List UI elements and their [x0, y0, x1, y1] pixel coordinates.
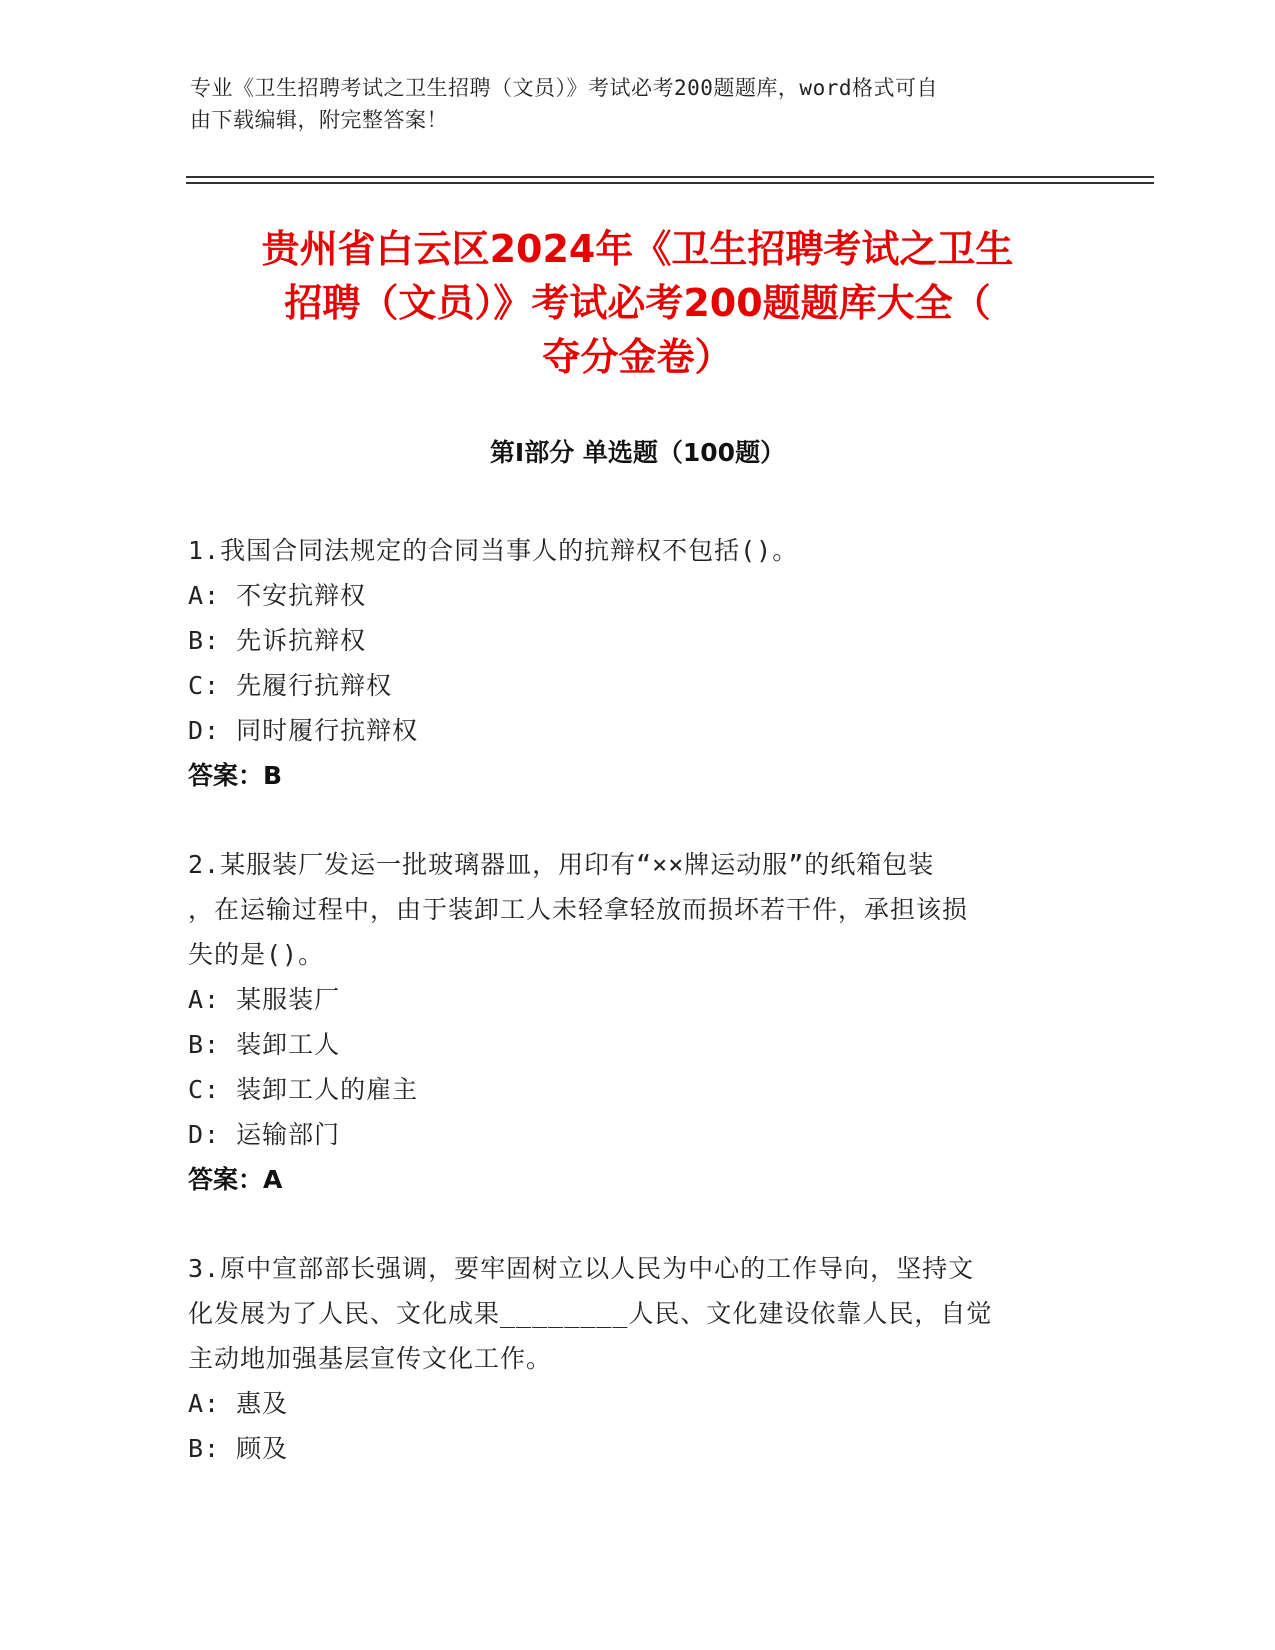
answer: 答案：B: [188, 761, 283, 790]
question-stem: ，在运输过程中，由于装卸工人未轻拿轻放而损坏若干件，承担该损: [188, 895, 969, 924]
question-3: [188, 1246, 1068, 1471]
option-d: D: 同时履行抗辩权: [188, 716, 419, 745]
option-c: C: 先履行抗辩权: [188, 671, 393, 700]
header-divider: [186, 182, 1154, 184]
section-title: 第Ⅰ部分 单选题（100题）: [489, 438, 786, 467]
question-stem: 失的是()。: [188, 940, 325, 969]
option-c: C: 装卸工人的雇主: [188, 1075, 419, 1104]
option-b: B: 装卸工人: [188, 1030, 341, 1059]
option-d: D: 运输部门: [188, 1120, 341, 1149]
header-divider: [186, 176, 1154, 178]
question-1: [188, 528, 1068, 798]
title-line: 贵州省白云区2024年《卫生招聘考试之卫生: [261, 227, 1014, 271]
question-2: [188, 842, 1068, 1202]
title-line: 夺分金卷）: [542, 335, 733, 379]
question-stem: 3.原中宣部部长强调，要牢固树立以人民为中心的工作导向，坚持文: [188, 1254, 975, 1283]
header-note-line: 由下载编辑，附完整答案！: [190, 108, 448, 132]
header-note: [190, 72, 1070, 136]
option-a: A: 惠及: [188, 1389, 289, 1418]
answer: 答案：A: [188, 1165, 283, 1194]
question-stem: 化发展为了人民、文化成果________人民、文化建设依靠人民，自觉: [188, 1299, 993, 1328]
header-note-line: 专业《卫生招聘考试之卫生招聘（文员）》考试必考200题题库，word格式可自: [190, 76, 938, 100]
document-title: [150, 222, 1125, 384]
option-a: A: 不安抗辩权: [188, 581, 367, 610]
question-list: [188, 528, 1068, 1515]
title-line: 招聘（文员）》考试必考200题题库大全（: [284, 281, 991, 325]
option-a: A: 某服装厂: [188, 985, 341, 1014]
question-stem: 2.某服装厂发运一批玻璃器皿，用印有“××牌运动服”的纸箱包装: [188, 850, 935, 879]
option-b: B: 顾及: [188, 1434, 289, 1463]
question-stem: 1.我国合同法规定的合同当事人的抗辩权不包括()。: [188, 536, 799, 565]
option-b: B: 先诉抗辩权: [188, 626, 367, 655]
question-stem: 主动地加强基层宣传文化工作。: [188, 1344, 553, 1373]
